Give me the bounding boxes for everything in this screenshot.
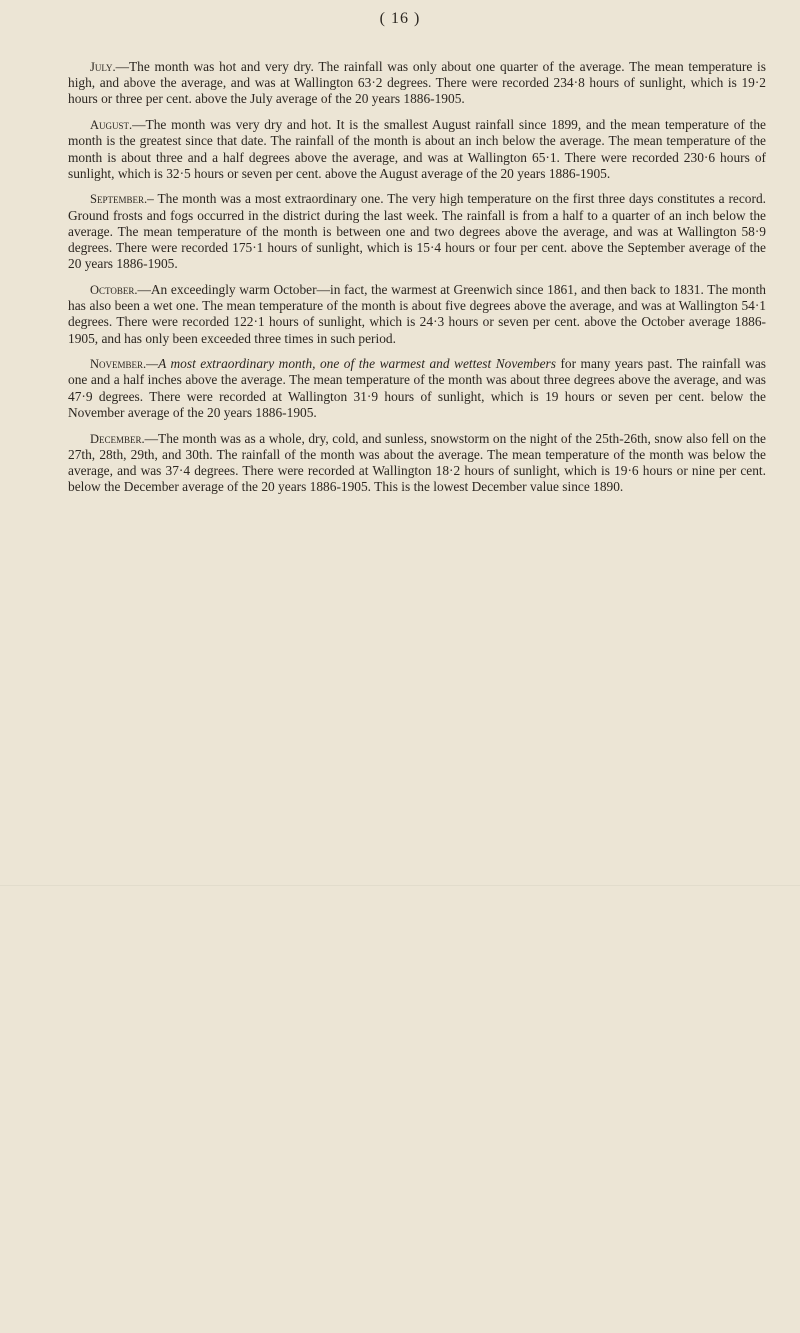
page-number: ( 16 )	[379, 10, 421, 27]
paragraph-text: – The month was a most extraordinary one. The very high temperature on the first three days constitutes a record. Ground frosts and fogs occurred in the district during the last week. The rainfall is from a half to a quarter of an inch below the average. The mean temperature of the month is between one and two degrees above the average, and was at Wallington 58·9 degrees. There were recorded 175·1 hours of sunlight, which is 15·4 hours or four per cent. above the September average of the 20 years 1886-1905.	[68, 191, 766, 272]
paragraph-july	[68, 59, 766, 108]
paragraph-italic-text: —A most extraordinary month, one of the warmest and wettest Novembers	[146, 356, 556, 372]
document-body	[68, 59, 766, 505]
paragraph-text: —The month was very dry and hot. It is the smallest August rainfall since 1899, and the mean temperature of the month is the greatest since that date. The rainfall of the month is about an inch below the average. The mean temperature of the month is about three and a half degrees above the average, and was at Wallington 65·1. There were recorded 230·6 hours of sunlight, which is 32·5 hours or seven per cent. above the August average of the 20 years 1886-1905.	[68, 117, 766, 181]
paragraph-text: —The month was as a whole, dry, cold, and sunless, snowstorm on the night of the 25th-26th, snow also fell on the 27th, 28th, 29th, and 30th. The rainfall of the month was about the average. The mean temperature of the month was below the average, and was 37·4 degrees. There were recorded at Wallington 18·2 hours of sunlight, which is 19·6 hours or nine per cent. below the December average of the 20 years 1886-1905. This is the lowest December value since 1890.	[68, 430, 766, 495]
paragraph-text: for many years past. The rainfall was one and a half inches above the average. The mean temperature of the month was about three degrees above the average, and was 47·9 degrees. There were recorded at Wallington 31·9 hours of sunlight, which is 19 hours or seven per cent. below the November average of the 20 years 1886-1905.	[68, 356, 766, 420]
paragraph-september	[68, 191, 766, 272]
paragraph-august	[68, 117, 766, 182]
month-heading: November.	[90, 357, 147, 372]
month-heading: July.	[90, 60, 116, 74]
paragraph-text: —The month was hot and very dry. The rainfall was only about one quarter of the average. The mean temperature is high, and above the average, and was at Wallington 63·2 degrees. There were recorded 234·8 hours of sunlight, which is 19·2 hours or three per cent. above the July average of the 20 years 1886-1905.	[68, 59, 766, 107]
month-heading: August.	[90, 118, 133, 133]
month-heading: September.	[90, 192, 148, 207]
paragraph-october	[68, 282, 766, 347]
paragraph-text: —An exceedingly warm October—in fact, the warmest at Greenwich since 1861, and then back to 1831. The month has also been a wet one. The mean temperature of the month is about five degrees above the average, and was at Wallington 54·1 degrees. There were recorded 122·1 hours of sunlight, which is 24·3 hours or seven per cent. above the October average 1886-1905, and has only been exceeded three times in such period.	[68, 281, 766, 346]
paper-fold-line	[0, 885, 800, 886]
month-heading: October.	[90, 282, 138, 297]
paragraph-december	[68, 431, 766, 496]
month-heading: December.	[90, 431, 145, 446]
paragraph-november	[68, 356, 766, 421]
